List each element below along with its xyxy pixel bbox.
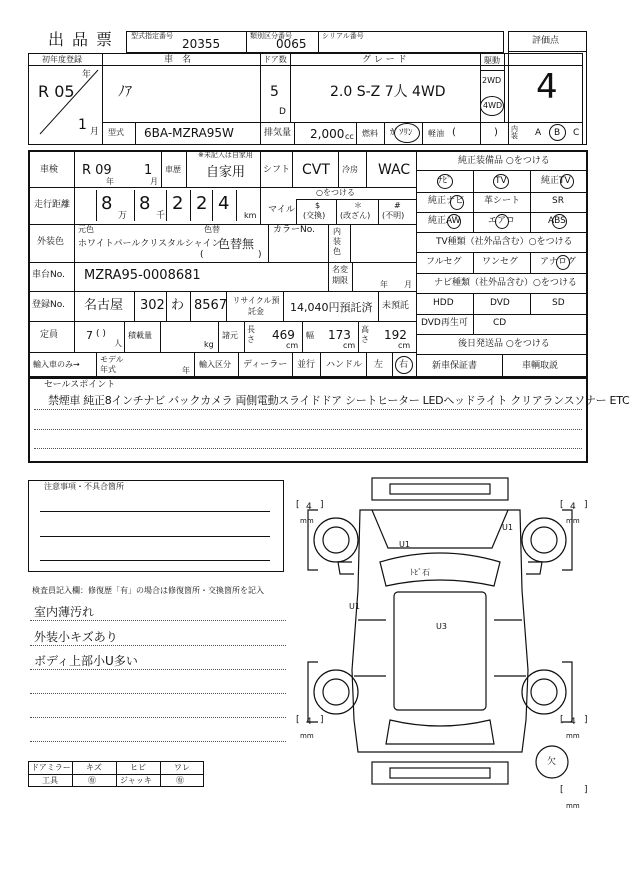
equip-aero-mark	[495, 214, 509, 229]
handle-right-mark	[395, 356, 413, 374]
capacity: 7	[86, 329, 93, 342]
equipment-title: 純正装備品 ○をつける	[458, 156, 550, 166]
mileage-digit-3: 2	[172, 193, 184, 214]
reg-number: 8567	[194, 298, 228, 313]
tv-analog-mark	[556, 255, 570, 270]
reg-area: 名古屋	[84, 298, 124, 313]
form-title: 出品票	[48, 30, 121, 49]
equip-genuine-nav-mark	[450, 195, 464, 210]
car-body-diagram	[290, 470, 600, 820]
equip-nav-mark	[437, 174, 453, 189]
door-count: 5	[270, 84, 279, 100]
sales-points-text: 禁煙車 純正8インチナビ バックカメラ 両側電動スライドドア シートヒーター LEDヘッドライト クリアランスソナー ETC	[48, 394, 630, 407]
model-type: 6BA-MZRA95W	[144, 126, 234, 140]
grade: 2.0 S-Z 7人 4WD	[330, 84, 446, 100]
first-reg-month: 1	[78, 117, 87, 133]
fuel-type: ｶﾞｿﾘﾝ	[390, 128, 413, 138]
inspection-era: R 09	[82, 163, 112, 178]
transmission: CVT	[302, 162, 330, 178]
note-line-1: 室内薄汚れ	[34, 605, 95, 619]
recycle-fee: 14,040円預託済	[290, 301, 373, 314]
damage-mark-u1-right: U1	[502, 523, 513, 532]
air-conditioner: WAC	[378, 162, 411, 178]
vehicle-use: 自家用	[206, 165, 246, 180]
drive-4wd-mark	[480, 96, 504, 116]
color-name: ホワイトパールクリスタルシャイン	[78, 239, 221, 249]
first-reg-era: R 05	[38, 82, 75, 101]
model-code: 20355	[182, 37, 221, 51]
height: 192	[384, 328, 407, 342]
equip-tv-mark	[493, 174, 509, 189]
mileage-digit-2: 8	[139, 193, 151, 214]
note-line-2: 外装小キズあり	[34, 630, 118, 644]
width: 173	[328, 328, 351, 342]
fuel-mark	[394, 123, 420, 143]
mileage-digit-1: 8	[101, 193, 113, 214]
equip-abs-mark	[552, 214, 567, 229]
length: 469	[272, 328, 295, 342]
notes-box	[28, 480, 284, 572]
equip-genuine-aw-mark	[447, 214, 461, 229]
paint-status: 色替無	[218, 237, 255, 251]
chassis-number: MZRA95-0008681	[84, 268, 201, 283]
mileage-digit-5: 4	[218, 193, 230, 214]
inspector-note: 検査員記入欄：修復歴「有」の場合は修復箇所・交換箇所を記入	[32, 586, 264, 595]
car-name: ﾉｱ	[118, 84, 132, 100]
rating-score: 4	[536, 67, 558, 107]
mileage-digit-4: 2	[196, 193, 208, 214]
category-code: 0065	[276, 37, 307, 51]
reg-class: 302	[140, 298, 165, 313]
interior-grade-mark	[549, 124, 566, 141]
equip-genuine-tv-mark	[560, 174, 574, 189]
damage-mark-u3: U3	[436, 622, 447, 631]
displacement: 2,000	[310, 127, 345, 141]
inspection-month: 1	[144, 163, 153, 178]
reg-kana: わ	[171, 298, 185, 313]
damage-mark-u1-left: U1	[349, 602, 360, 611]
damage-mark-chip: ﾄﾋﾞ石	[410, 568, 430, 577]
damage-mark-u1-front: U1	[399, 540, 410, 549]
missing-mark: 欠	[547, 757, 557, 767]
note-line-3: ボディ上部小U多い	[34, 654, 138, 668]
